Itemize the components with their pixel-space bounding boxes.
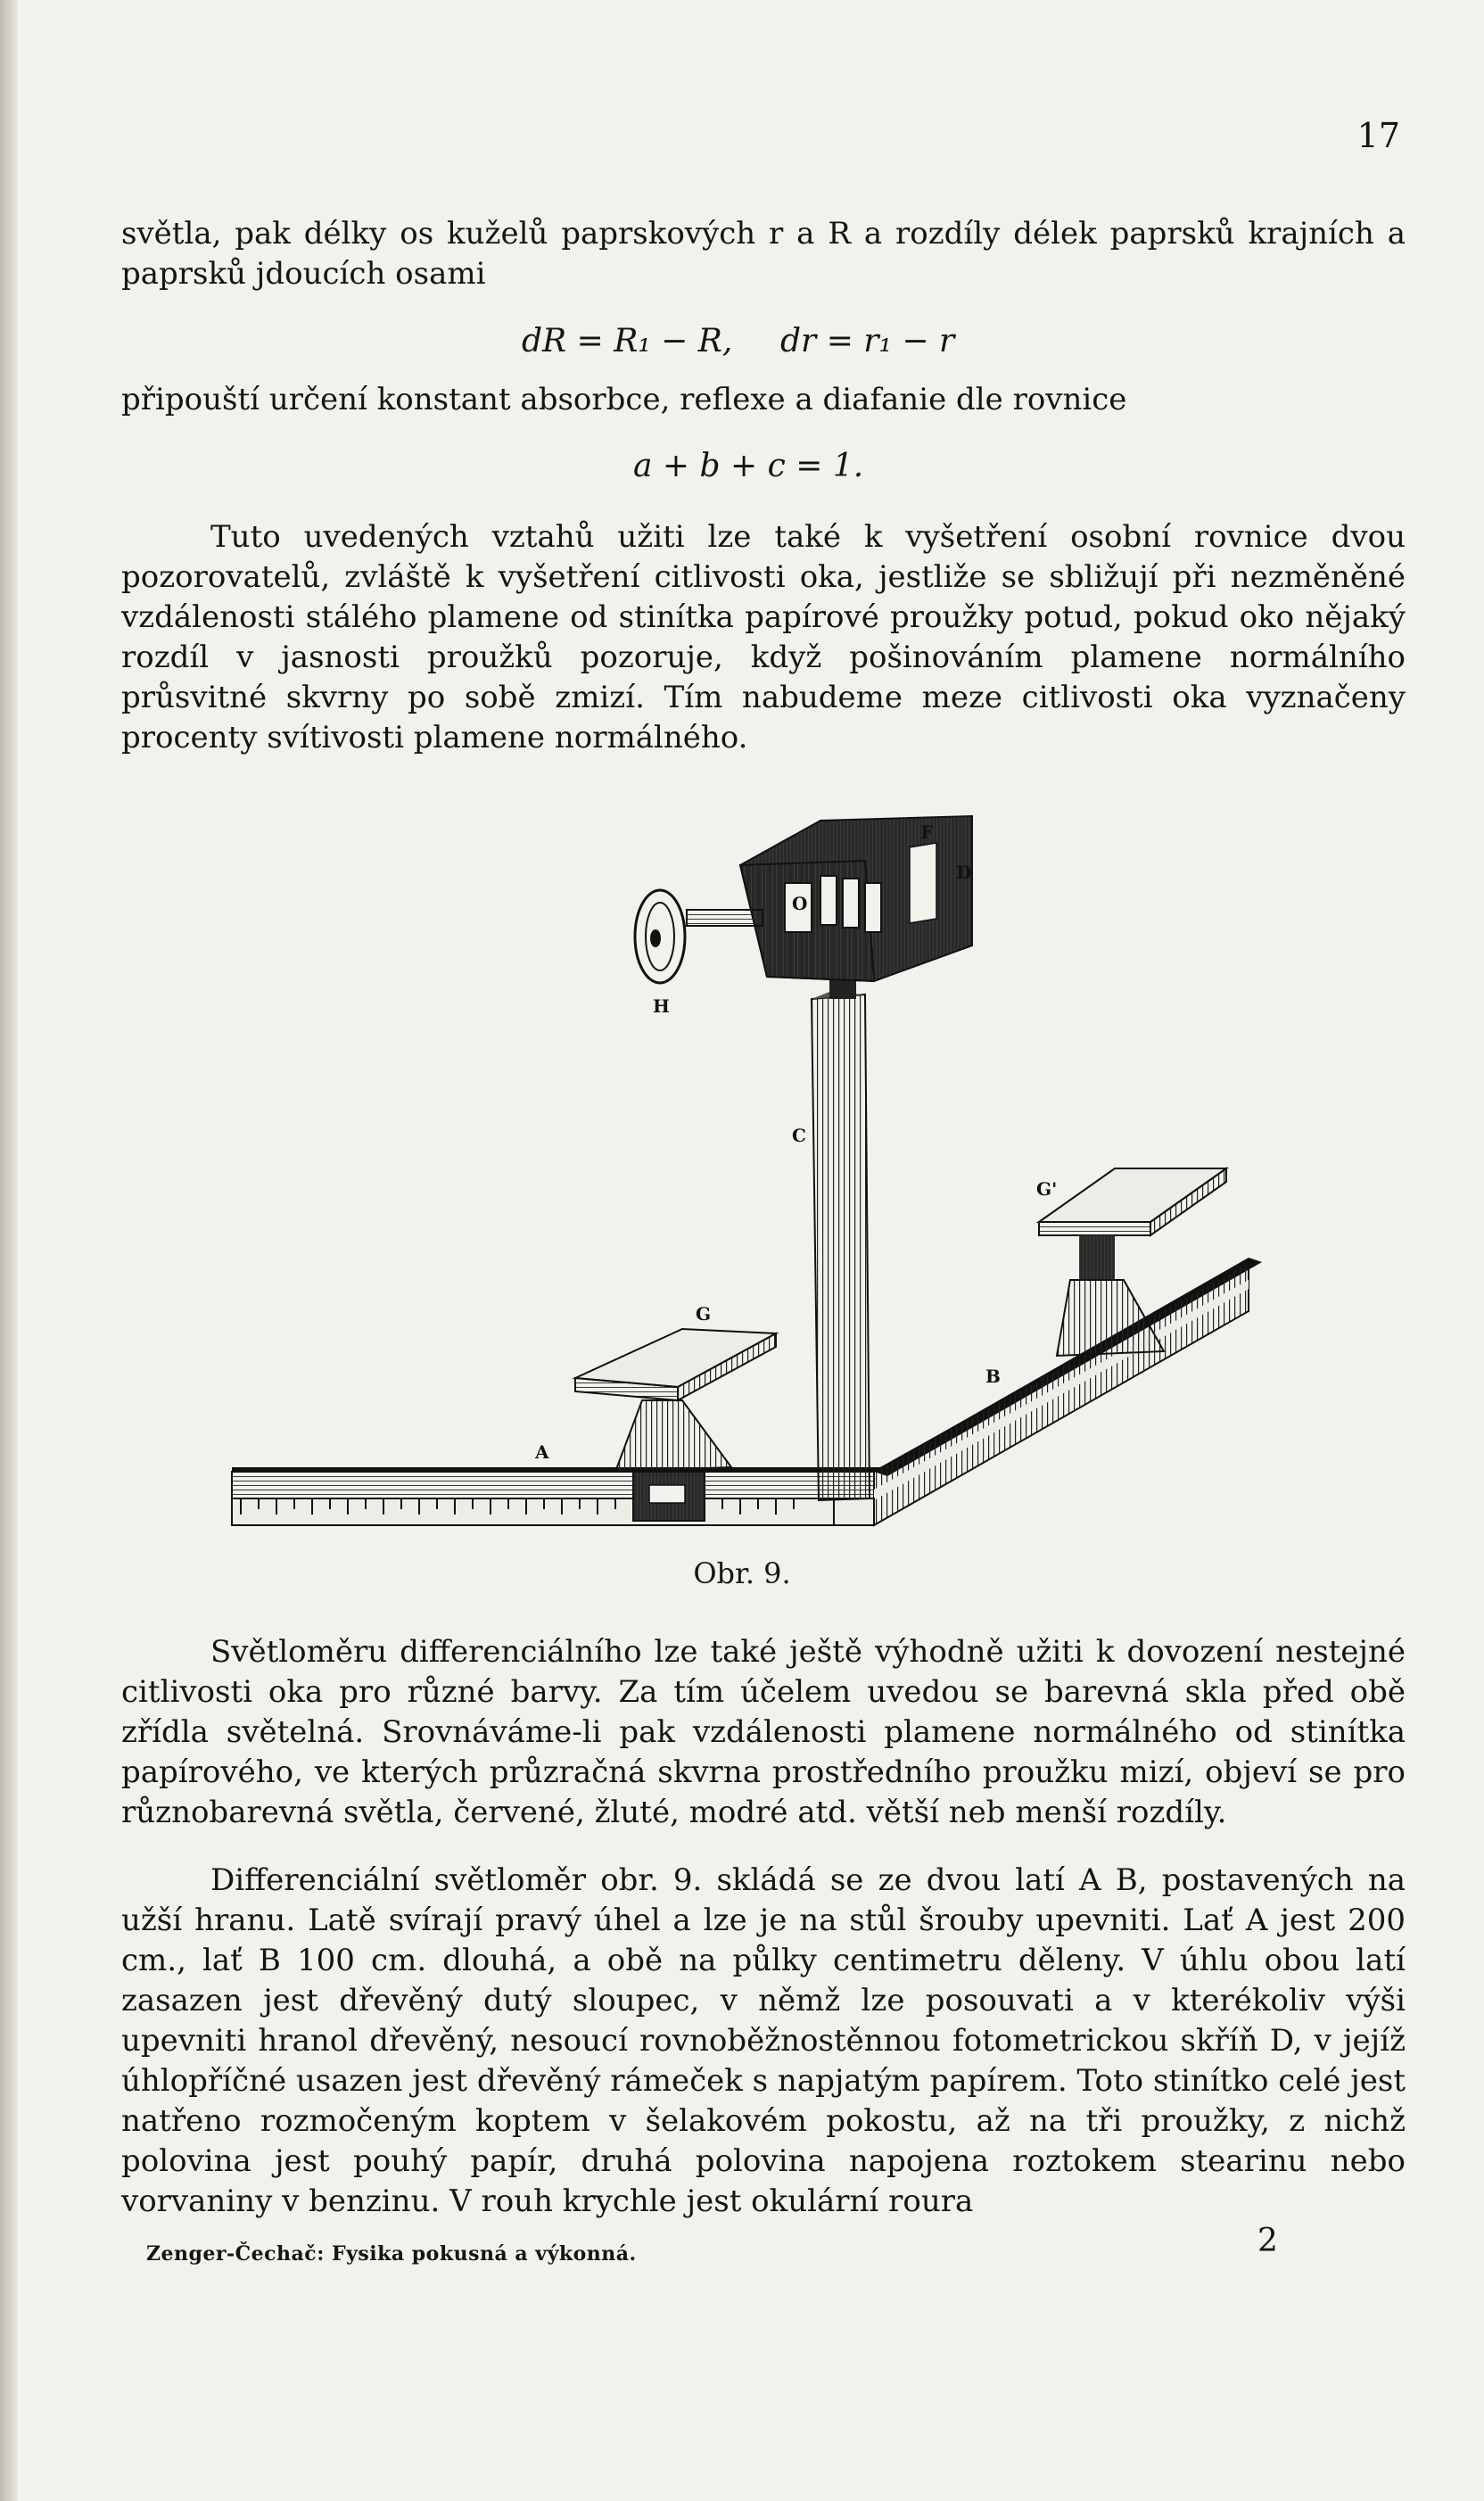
- paragraph-1-text: světla, pak délky os kuželů paprskových r a R a rozdíly délek paprsků krajních a paprsků jdoucích osami: [121, 216, 1406, 292]
- label-o: O: [792, 893, 808, 914]
- label-a: A: [535, 1441, 549, 1463]
- equation-2: a + b + c = 1.: [633, 448, 864, 484]
- eyepiece-h: [635, 890, 763, 983]
- label-f: F: [920, 821, 934, 843]
- column-c: [812, 972, 870, 1500]
- lath-a: [232, 1467, 883, 1525]
- equation-1b: dr = r₁ − r: [780, 323, 955, 359]
- paragraph-4-text: Differenciální světloměr obr. 9. skládá se ze dvou latí A B, postavených na užší hranu. Latě svírají pravý úhel a lze je na stůl šrouby upevniti. Lať A jest 200 cm., lať B 100 cm. dlouhá, a obě na půlky centimetru děleny. V úhlu obou latí zasazen jest dřevěný dutý sloupec, v němž lze posouvati a v kterékoliv výši upevniti hranol dřevěný, nesoucí rovnoběžnostěnnou fotometrickou skříň D, v jejíž úhlopříčné usazen jest dřevěný rámeček s napjatým papírem. Toto stinítko celé jest natřeno rozmočeným koptem v šelakovém pokostu, až na tři proužky, z nichž polovina jest pouhý papír, druhá polovina napojena roztokem stearinu nebo vorvaniny v benzinu. V rouh krychle jest okulární roura: [121, 1862, 1406, 2219]
- footer-signature-number: 2: [1257, 2223, 1278, 2259]
- label-d: D: [956, 862, 972, 883]
- lath-b: [834, 1258, 1262, 1525]
- page-number: 17: [1356, 116, 1400, 155]
- equation-intro-line: připouští určení konstant absorbce, reflexe a diafanie dle rovnice: [121, 382, 1127, 417]
- paragraph-3: [121, 1632, 1406, 1833]
- photometer-figure: [223, 794, 1275, 1552]
- photometric-box-d: [740, 816, 972, 981]
- paragraph-3-text: Světloměru differenciálního lze také ještě výhodně užiti k dovození nestejné citlivosti oka pro různé barvy. Za tím účelem uvedou se barevná skla před obě zřídla světelná. Srovnáváme-li pak vzdálenosti plamene normálného od stinítka papírového, ve kterých průzračná skvrna prostředního proužku mizí, objeví se pro různobarevná světla, červené, žluté, modré atd. větší neb menší rozdíly.: [121, 1634, 1406, 1830]
- paragraph-1: [121, 214, 1406, 294]
- paragraph-4: [121, 1861, 1406, 2222]
- paragraph-2-text: Tuto uvedených vztahů užiti lze také k vyšetření osobní rovnice dvou pozorovatelů, zvláště k vyšetření citlivosti oka, jestliže se sbližují při nezměněné vzdálenosti stálého plamene od stinítka papírové proužky potud, pokud oko nějaký rozdíl v jasnosti proužků pozoruje, když pošinováním plamene normálního průsvitné skvrny po sobě zmizí. Tím nabudeme meze citlivosti oka vyznačeny procenty svítivosti plamene normálného.: [121, 519, 1406, 755]
- paragraph-2: [121, 517, 1406, 758]
- label-c: C: [792, 1125, 806, 1146]
- footer-book-title: Zenger-Čechač: Fysika pokusná a výkonná.: [146, 2242, 637, 2266]
- label-b: B: [985, 1366, 1001, 1387]
- figure-caption: Obr. 9.: [693, 1556, 791, 1590]
- label-g-prime: G': [1036, 1178, 1058, 1200]
- label-g: G: [696, 1303, 712, 1325]
- label-h: H: [653, 995, 670, 1017]
- page-edge: [0, 0, 18, 2501]
- photometer-illustration: [223, 794, 1275, 1552]
- equation-1a: dR = R₁ − R,: [522, 323, 733, 359]
